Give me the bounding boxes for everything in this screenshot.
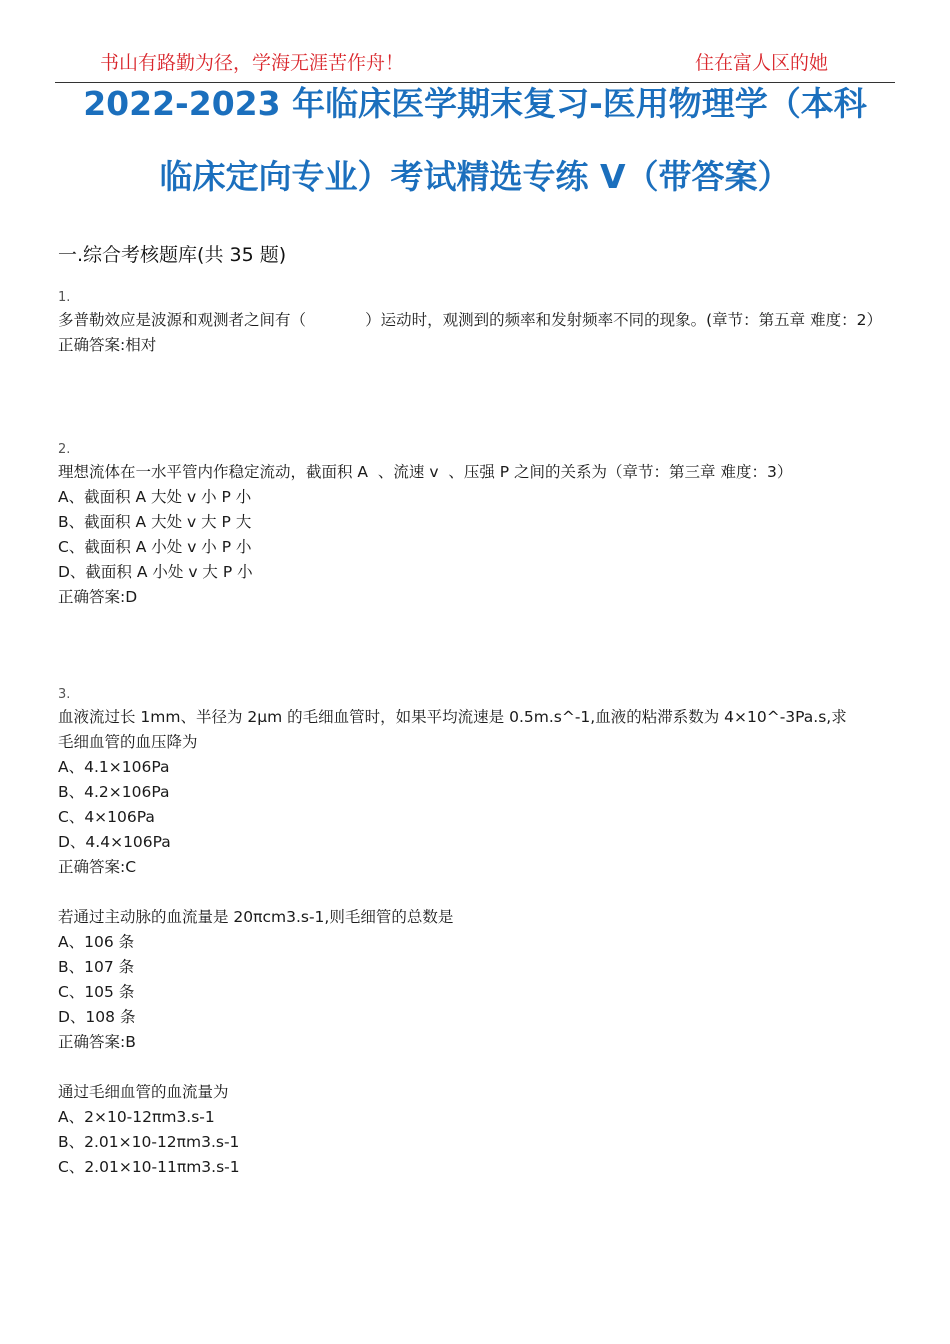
question-number: 1. — [58, 290, 71, 305]
option-c: C、4×106Pa — [58, 808, 155, 826]
option-b: B、107 条 — [58, 958, 135, 976]
question-number: 3. — [58, 687, 71, 702]
question-2 — [58, 440, 894, 610]
sub-question-1 — [58, 730, 894, 880]
question-answer: 正确答案:C — [58, 858, 137, 876]
sub-question-2 — [58, 905, 894, 1055]
option-a: A、截面积 A 大处 v 小 P 小 — [58, 488, 252, 506]
option-b: B、截面积 A 大处 v 大 P 大 — [58, 513, 252, 531]
section-title: 一.综合考核题库(共 35 题) — [58, 244, 287, 266]
question-3 — [58, 685, 894, 1180]
sub-question-3 — [58, 1080, 894, 1180]
question-number: 2. — [58, 442, 71, 457]
question-stem: 血液流过长 1mm、半径为 2μm 的毛细血管时，如果平均流速是 0.5m.s^-1,血液的粘滞系数为 4×10^-3Pa.s,求 — [58, 708, 847, 726]
option-b: B、2.01×10-12πm3.s-1 — [58, 1133, 240, 1151]
document-title-line-2: 临床定向专业）考试精选专练 V（带答案） — [159, 157, 791, 196]
option-a: A、2×10-12πm3.s-1 — [58, 1108, 215, 1126]
option-c: C、2.01×10-11πm3.s-1 — [58, 1158, 240, 1176]
question-1 — [58, 288, 894, 358]
option-d: D、4.4×106Pa — [58, 833, 171, 851]
document-title-line-1: 2022-2023 年临床医学期末复习-医用物理学（本科 — [83, 84, 867, 123]
option-b: B、4.2×106Pa — [58, 783, 170, 801]
header-author: 住在富人区的她 — [695, 52, 829, 74]
sub-question-prompt: 若通过主动脉的血流量是 20πcm3.s-1,则毛细管的总数是 — [58, 908, 454, 926]
question-list — [58, 288, 894, 1180]
option-a: A、4.1×106Pa — [58, 758, 170, 776]
option-d: D、截面积 A 小处 v 大 P 小 — [58, 563, 253, 581]
option-c: C、截面积 A 小处 v 小 P 小 — [58, 538, 252, 556]
question-answer: 正确答案:D — [58, 588, 138, 606]
question-stem: 理想流体在一水平管内作稳定流动，截面积 A 、流速 v 、压强 P 之间的关系为（章节：第三章 难度：3） — [58, 463, 793, 481]
question-answer: 正确答案:相对 — [58, 336, 157, 354]
option-a: A、106 条 — [58, 933, 135, 951]
sub-question-prompt: 毛细血管的血压降为 — [58, 733, 198, 751]
header-motto: 书山有路勤为径，学海无涯苦作舟！ — [100, 52, 405, 74]
option-d: D、108 条 — [58, 1008, 136, 1026]
sub-question-prompt: 通过毛细血管的血流量为 — [58, 1083, 229, 1101]
question-stem: 多普勒效应是波源和观测者之间有（ ）运动时，观测到的频率和发射频率不同的现象。(章节：第五章 难度：2） — [58, 311, 882, 329]
option-c: C、105 条 — [58, 983, 135, 1001]
question-answer: 正确答案:B — [58, 1033, 136, 1051]
